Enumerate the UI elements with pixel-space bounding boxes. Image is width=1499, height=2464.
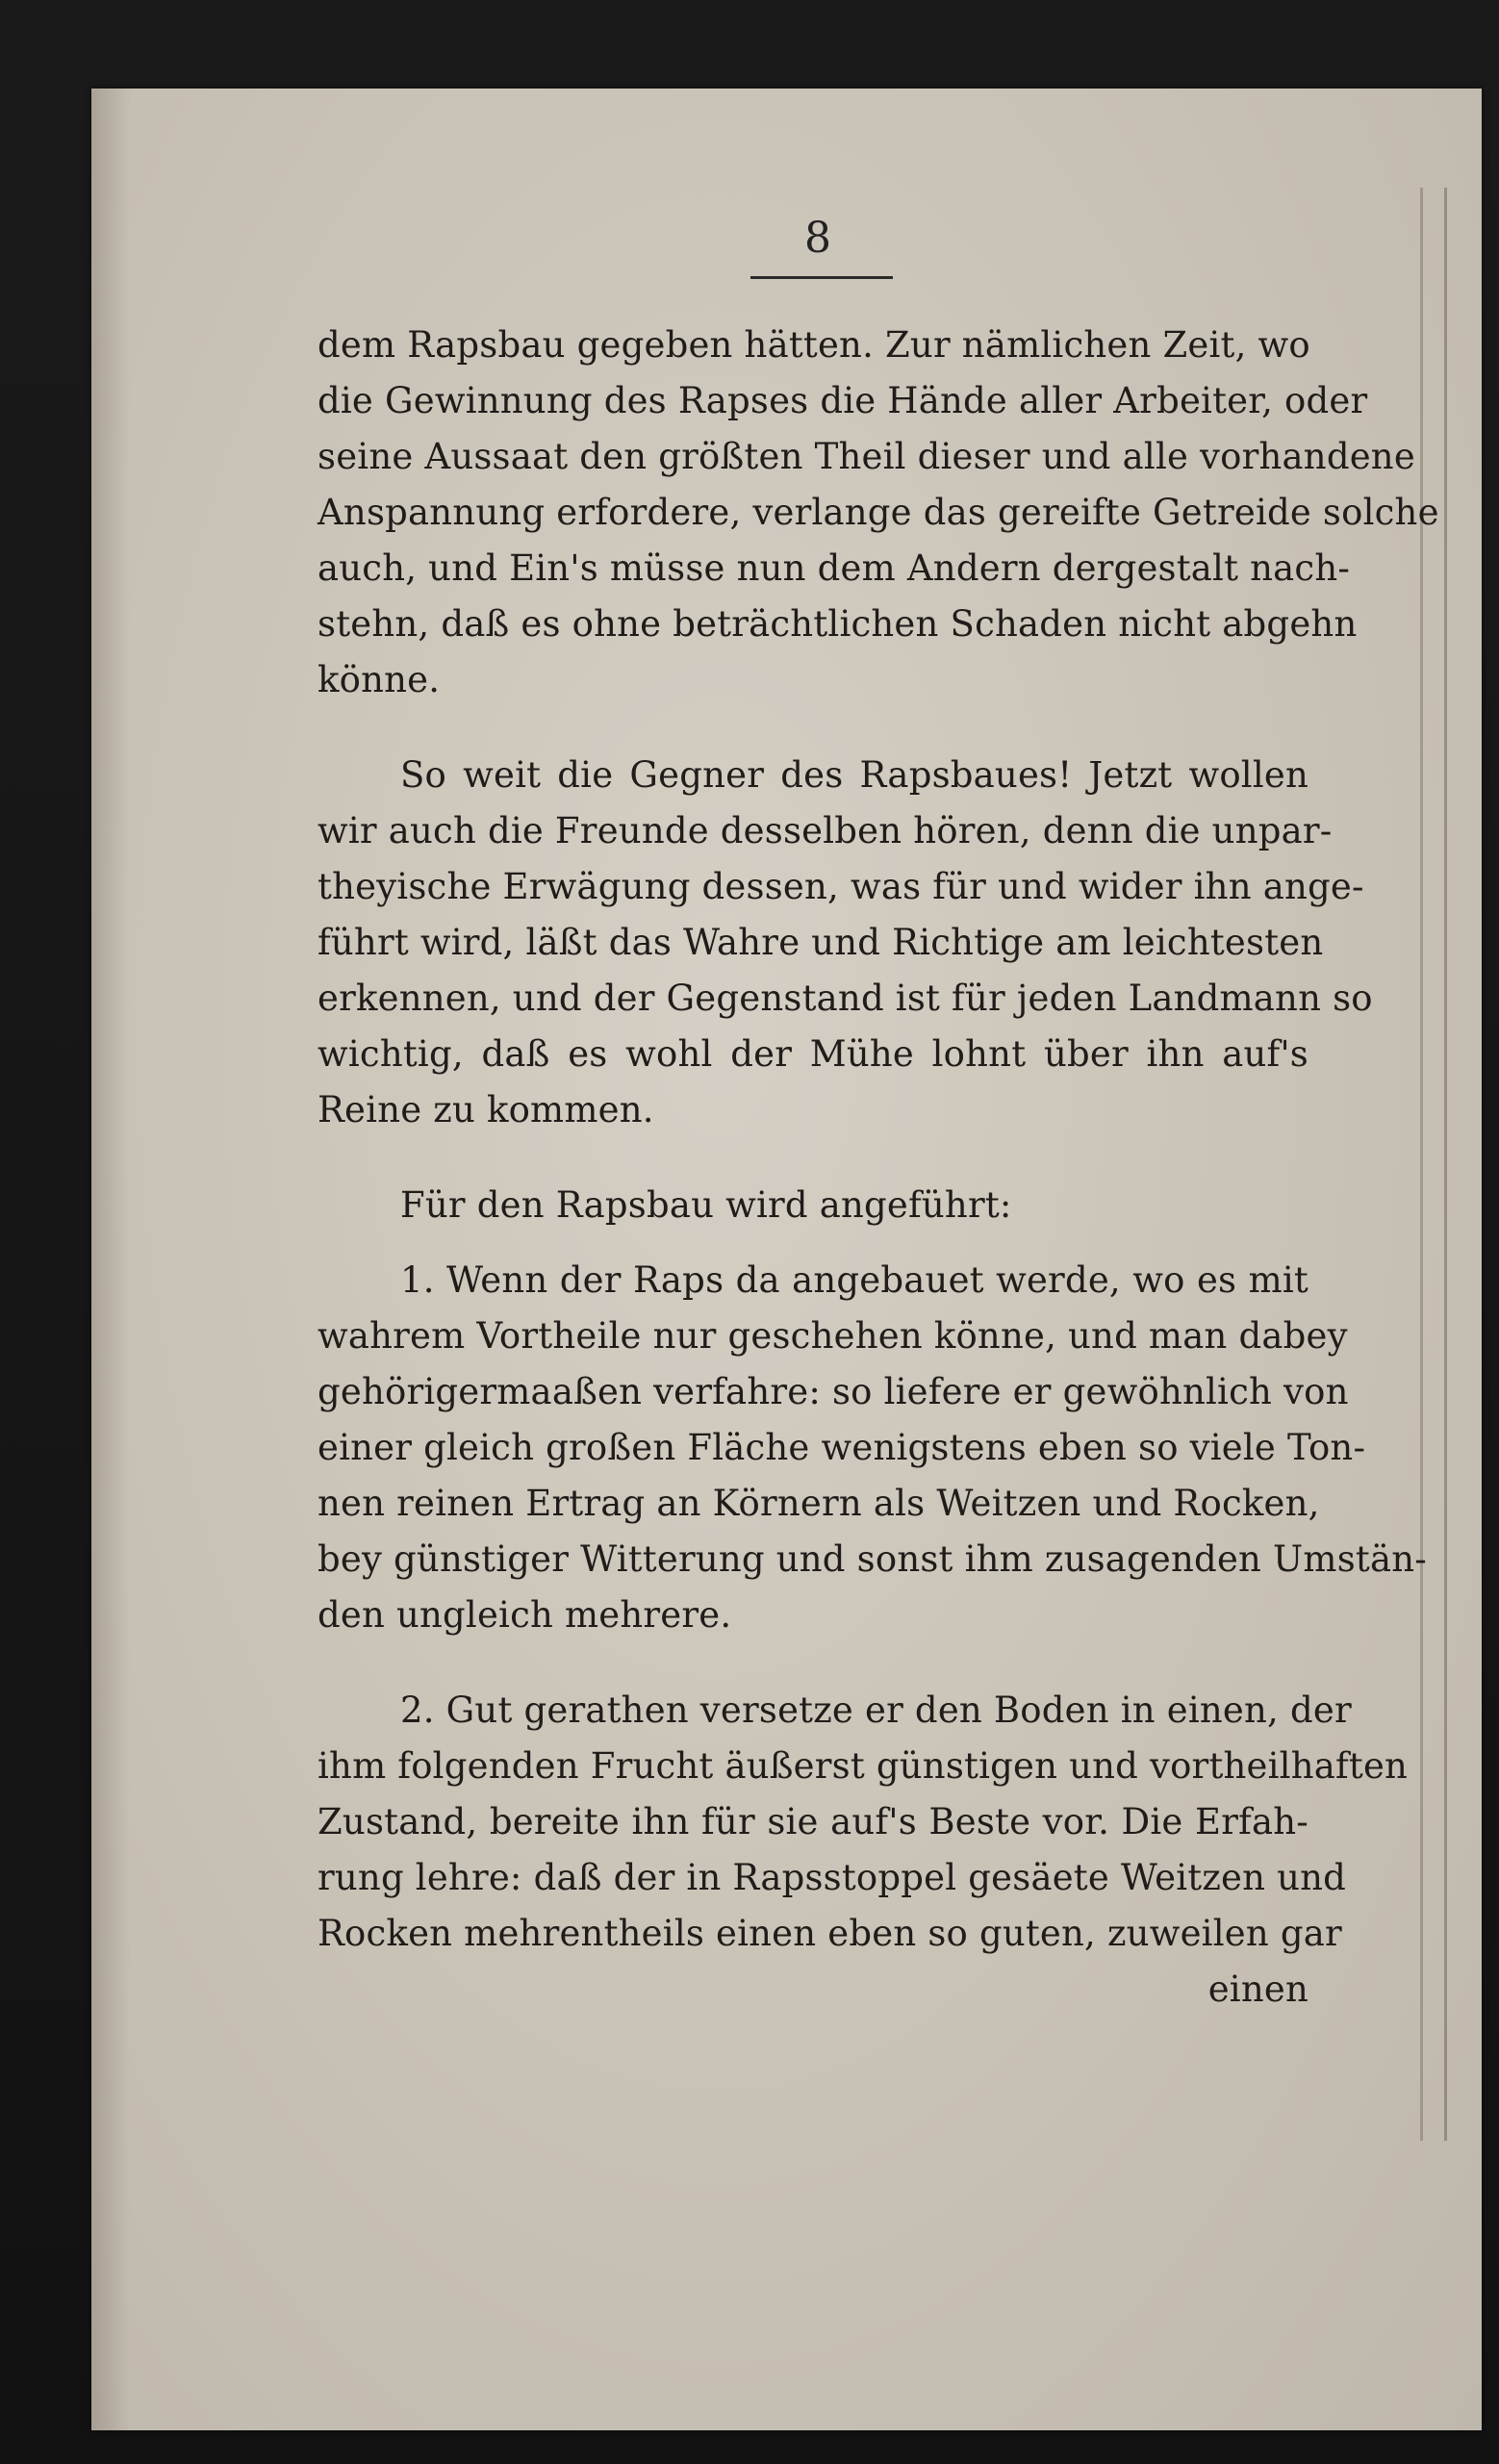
text-line: Zustand, bereite ihn für sie auf's Beste vor. Die Erfah- <box>318 1801 1308 1842</box>
text-line: Reine zu kommen. <box>318 1089 654 1130</box>
text-line: nen reinen Ertrag an Körnern als Weitzen und Rocken, <box>318 1483 1320 1524</box>
text-line: ihm folgenden Frucht äußerst günstigen und vortheilhaften <box>318 1745 1409 1787</box>
text-line: die Gewinnung des Rapses die Hände aller Arbeiter, oder <box>318 380 1368 421</box>
text-line: theyische Erwägung dessen, was für und wider ihn ange- <box>318 866 1364 907</box>
text-line: erkennen, und der Gegenstand ist für jeden Landmann so <box>318 978 1373 1019</box>
text-line: seine Aussaat den größten Theil dieser und alle vorhandene <box>318 436 1415 477</box>
text-line: So weit die Gegner des Rapsbaues! Jetzt wollen <box>400 754 1308 796</box>
text-line: 1. Wenn der Raps da angebauet werde, wo es mit <box>400 1259 1308 1301</box>
text-line: Rocken mehrentheils einen eben so guten, zuweilen gar <box>318 1913 1342 1954</box>
text-line: wir auch die Freunde desselben hören, denn die unpar- <box>318 810 1333 851</box>
page-edge-shadow <box>1420 188 1447 2141</box>
text-line: 2. Gut gerathen versetze er den Boden in einen, der <box>400 1689 1352 1731</box>
text-line: wichtig, daß es wohl der Mühe lohnt über ihn auf's <box>318 1033 1308 1075</box>
text-line: Für den Rapsbau wird angeführt: <box>400 1184 1012 1226</box>
body-text <box>318 318 1439 2018</box>
text-line: führt wird, läßt das Wahre und Richtige am leichtesten <box>318 922 1324 963</box>
text-line: den ungleich mehrere. <box>318 1594 732 1636</box>
text-line: gehörigermaaßen verfahre: so liefere er gewöhnlich von <box>318 1371 1349 1412</box>
paragraph <box>318 748 1373 1138</box>
text-line: rung lehre: daß der in Rapsstoppel gesäete Weitzen und <box>318 1857 1347 1898</box>
text-line: könne. <box>318 659 441 700</box>
numbered-paragraph <box>318 1253 1427 1643</box>
paragraph <box>318 318 1439 708</box>
text-line: bey günstiger Witterung und sonst ihm zusagenden Umstän- <box>318 1538 1427 1580</box>
catchword: einen <box>1207 1969 1308 2010</box>
text-line: einer gleich großen Fläche wenigstens eben so viele Ton- <box>318 1427 1366 1468</box>
text-line: stehn, daß es ohne beträchtlichen Schaden nicht abgehn <box>318 603 1358 645</box>
text-line: Anspannung erfordere, verlange das gereifte Getreide solche <box>318 492 1439 533</box>
text-line: dem Rapsbau gegeben hätten. Zur nämlichen Zeit, wo <box>318 324 1310 366</box>
text-line: wahrem Vortheile nur geschehen könne, und man dabey <box>318 1315 1348 1357</box>
page-number: 8 <box>804 214 831 263</box>
header-rule <box>750 276 893 279</box>
paragraph <box>318 1178 1308 1233</box>
text-line: auch, und Ein's müsse nun dem Andern dergestalt nach- <box>318 547 1351 589</box>
numbered-paragraph <box>318 1683 1409 1962</box>
